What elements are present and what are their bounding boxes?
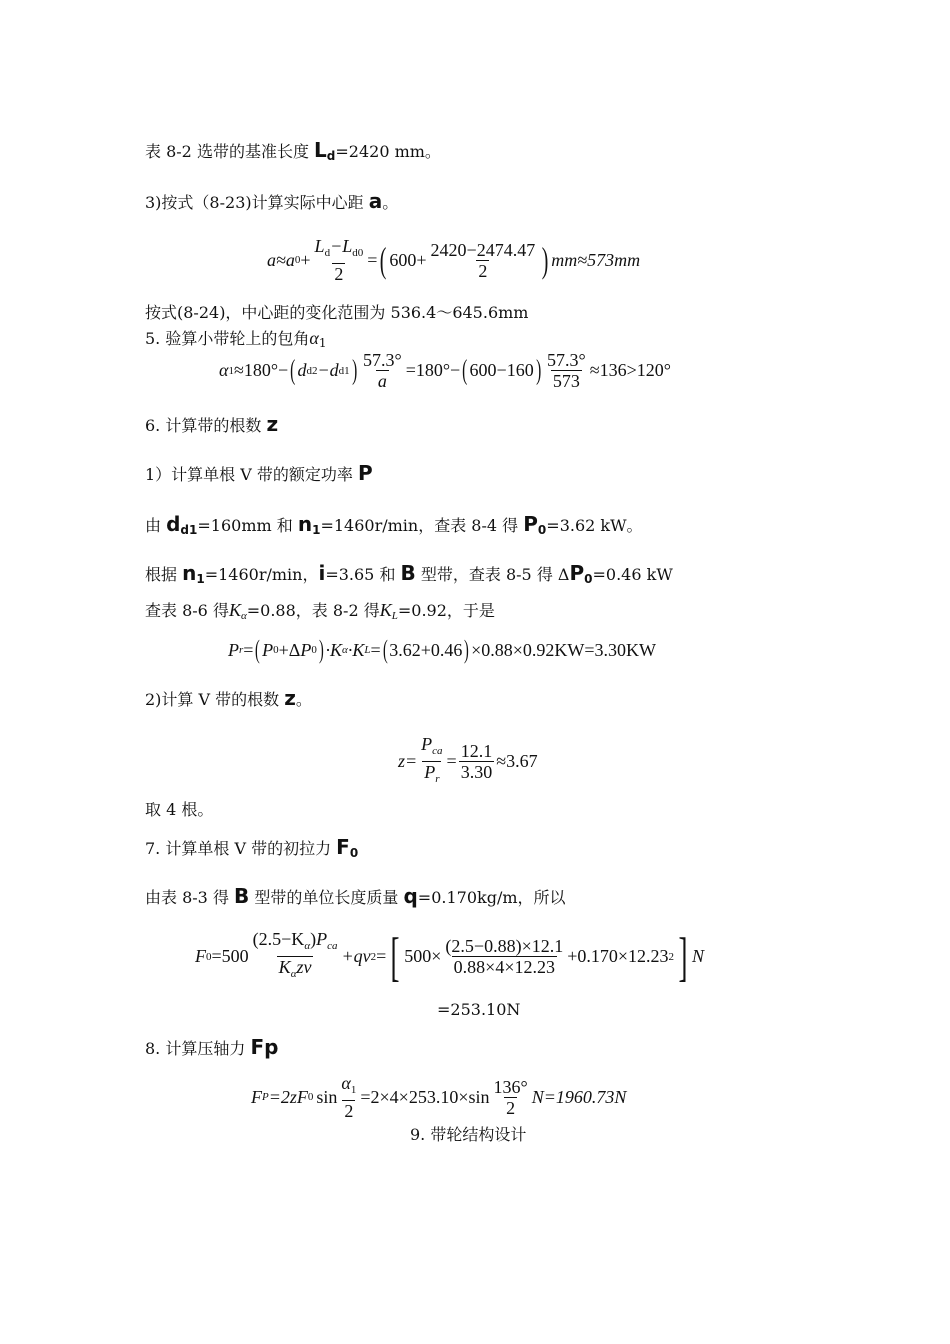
text: 由表 8-3 得 xyxy=(145,888,235,907)
eq-num: 12.1 xyxy=(460,741,493,761)
eq-sub: r xyxy=(435,773,440,785)
fraction xyxy=(419,734,444,789)
eq-op: = xyxy=(370,639,381,660)
symbol: a xyxy=(368,189,383,213)
text: 表 8-2 选带的基准长度 xyxy=(145,142,315,161)
text: =1460r/min，查表 8-4 得 xyxy=(320,516,524,535)
eq-sub: 0 xyxy=(206,950,212,963)
eq-sub: d xyxy=(324,247,331,259)
text: 按式(8-24)，中心距的变化范围为 536.4～645.6mm xyxy=(145,303,529,322)
eq-op: = xyxy=(243,639,254,660)
eq-num: 57.3° xyxy=(547,350,586,370)
eq-num: 136° xyxy=(493,1076,528,1097)
subscript: 0 xyxy=(349,846,359,860)
eq-term: P xyxy=(316,929,328,949)
eq-term: P xyxy=(300,639,312,660)
text: 由 xyxy=(145,516,167,535)
eq-term: +0.170×12.23 xyxy=(567,946,669,966)
eq-term: ·K xyxy=(347,639,365,660)
eq-den: a xyxy=(377,371,387,391)
text: 根据 xyxy=(145,565,183,584)
text: =2420 mm。 xyxy=(335,142,441,161)
eq-op: +Δ xyxy=(278,639,301,660)
eq-term: P xyxy=(228,639,239,660)
subscript: d1 xyxy=(180,523,198,537)
symbol: P xyxy=(358,461,373,485)
symbol: z xyxy=(284,686,296,710)
symbol: n xyxy=(182,561,197,585)
eq-term: L xyxy=(314,236,325,256)
eq-sub: 0 xyxy=(273,644,279,656)
eq-term: 600+ xyxy=(389,249,427,270)
equation-wrap-angle: α 1 ≈180°− ( d d2 −d d1 ) $\frac{57.3^\circ}{a}$ =180°− ( 600−160 ) $\frac{57.3^\circ}{573}$ ≈136>120° xyxy=(219,350,671,391)
symbol: K xyxy=(228,600,241,620)
text: 2)计算 V 带的根数 xyxy=(145,690,285,709)
symbol: n xyxy=(297,512,313,536)
text: =160mm 和 xyxy=(197,516,298,535)
text: =3.65 和 xyxy=(325,565,401,584)
symbol: Fp xyxy=(250,1035,279,1059)
eq-term: N=1960.73N xyxy=(531,1086,627,1107)
eq-sup: 2 xyxy=(370,950,377,963)
eq-term: 2.5−0.88 xyxy=(451,936,516,956)
equation-pr: P r = ( P 0 +Δ P 0 ) ·K α ·K L = ( 3.62+0.46 ) ×0.88×0.92KW=3.30KW xyxy=(228,635,657,664)
text-line-v-belt-count xyxy=(145,688,312,710)
symbol: d xyxy=(166,512,181,536)
eq-sub: P xyxy=(262,1091,269,1103)
eq-term: ≈136>120° xyxy=(589,360,671,380)
symbol: B xyxy=(234,884,250,908)
symbol: F xyxy=(336,835,350,859)
eq-den: 573 xyxy=(552,371,580,391)
text-line-p0 xyxy=(145,514,643,540)
eq-term: 500× xyxy=(404,946,442,966)
eq-term: N xyxy=(692,946,705,966)
eq-sup: 2 xyxy=(668,950,675,963)
text: 型带，查表 8-5 得 Δ xyxy=(415,565,570,584)
eq-term: sin xyxy=(316,1086,338,1107)
eq-term: =180°− xyxy=(405,360,461,380)
eq-sub: 1 xyxy=(228,364,234,377)
text: =1460r/min， xyxy=(204,565,319,584)
eq-den: 2 xyxy=(334,264,344,284)
text-line-k-factors xyxy=(145,600,495,626)
heading-belt-count xyxy=(145,414,278,436)
text: 5. 验算小带轮上的包角 xyxy=(145,329,310,348)
text-line-delta-p0 xyxy=(145,563,673,589)
eq-term: 3.62+0.46 xyxy=(389,639,463,660)
eq-sub: ca xyxy=(432,745,443,757)
eq-term: 2.5−K xyxy=(258,929,305,949)
fraction xyxy=(545,350,588,391)
eq-sub: α xyxy=(304,940,311,952)
eq-term: F xyxy=(195,946,206,966)
eq-op: = xyxy=(367,249,378,270)
subscript: L xyxy=(391,610,398,622)
text: =0.46 kW xyxy=(592,565,673,584)
subscript: 0 xyxy=(537,523,547,537)
text-line-center-distance xyxy=(145,191,398,213)
eq-den: 2 xyxy=(506,1097,516,1118)
subscript: 0 xyxy=(584,572,593,586)
text: 7. 计算单根 V 带的初拉力 xyxy=(145,839,337,858)
eq-sub: α xyxy=(342,644,348,656)
eq-sub: 0 xyxy=(307,1091,314,1103)
text: 取 4 根。 xyxy=(145,800,214,819)
eq-op: + xyxy=(300,249,311,270)
symbol: z xyxy=(266,412,279,436)
text: =253.10N xyxy=(437,1000,521,1019)
eq-sub: 0 xyxy=(294,254,301,266)
eq-term: mm≈573mm xyxy=(551,249,641,270)
text: =0.88，表 8-2 得 xyxy=(246,601,380,620)
eq-term: ×0.88×0.92KW=3.30KW xyxy=(471,639,657,660)
subscript: α xyxy=(240,610,247,622)
eq-sub: ca xyxy=(327,940,338,952)
text: =0.92，于是 xyxy=(397,601,495,620)
eq-term: d xyxy=(297,360,307,380)
fraction xyxy=(339,1073,358,1121)
eq-term: α xyxy=(341,1073,351,1093)
text: 。 xyxy=(382,193,399,212)
text: 1）计算单根 V 带的额定功率 xyxy=(145,465,358,484)
text: =3.62 kW。 xyxy=(546,516,643,535)
eq-term: K xyxy=(278,957,291,977)
equation-f0: F 0 =500 $\frac{(2.5-K_\alpha)P_{ca}}{K_\alpha zv}$ +qv 2 = [ 500× $\frac{(2.5-0.88)\times 12.1}{0.88\times 4\times 12.23}$ +0.170×12.23 2 ] N xyxy=(195,926,705,987)
eq-term: zv xyxy=(296,957,312,977)
eq-sub: α xyxy=(290,968,297,980)
text: 6. 计算带的根数 xyxy=(145,416,267,435)
eq-term: −d xyxy=(317,360,339,380)
text-line-f0-result xyxy=(437,1000,520,1020)
text: 8. 计算压轴力 xyxy=(145,1039,251,1058)
eq-sub: 1 xyxy=(350,1084,357,1096)
eq-sub: d1 xyxy=(338,364,350,377)
eq-sub: r xyxy=(239,644,244,656)
text-line-mass xyxy=(145,886,566,908)
eq-sub: d2 xyxy=(306,364,318,377)
symbol: K xyxy=(379,600,392,620)
fraction xyxy=(491,1077,529,1118)
eq-term: 600−160 xyxy=(469,360,534,380)
eq-den: 2 xyxy=(344,1101,354,1121)
eq-op: = xyxy=(376,946,387,966)
equation-z xyxy=(398,734,538,789)
subscript: 1 xyxy=(196,572,205,586)
symbol: α xyxy=(309,328,319,348)
text: 。 xyxy=(295,690,312,709)
subscript: d xyxy=(326,149,336,163)
eq-term: P xyxy=(262,639,274,660)
equation-center-distance: a≈a 0 + $\frac{L_d-L_{d0}}{2}$ = ( 600+ $\frac{2420-2474.47}{2}$ ) mm≈573mm xyxy=(267,236,641,284)
eq-term: ·K xyxy=(325,639,343,660)
eq-den: 3.30 xyxy=(460,762,493,782)
fraction xyxy=(459,741,495,782)
text: 3)按式（8-23)计算实际中心距 xyxy=(145,193,369,212)
eq-term: −L xyxy=(330,236,353,256)
eq-term: F xyxy=(251,1086,262,1107)
eq-sub: L xyxy=(364,644,371,656)
symbol: L xyxy=(314,138,327,162)
eq-term: α xyxy=(219,360,229,380)
fraction xyxy=(429,240,538,281)
eq-term: ≈180°− xyxy=(233,360,289,380)
text: 查表 8-6 得 xyxy=(145,601,229,620)
symbol: B xyxy=(400,561,416,585)
equation-fp xyxy=(251,1073,626,1121)
eq-den: 2 xyxy=(478,260,488,281)
heading-shaft-force xyxy=(145,1037,278,1059)
subscript: 1 xyxy=(318,336,327,350)
eq-term: =500 xyxy=(211,946,249,966)
heading-initial-tension xyxy=(145,837,358,863)
eq-term: a≈a xyxy=(267,249,295,270)
text: 9. 带轮结构设计 xyxy=(410,1125,527,1144)
eq-term: P xyxy=(424,762,436,782)
eq-term: z= xyxy=(398,751,418,771)
eq-term: +qv xyxy=(341,946,371,966)
eq-term: =2×4×253.10×sin xyxy=(360,1086,490,1107)
eq-sub: 0 xyxy=(311,644,317,656)
symbol: i xyxy=(318,561,326,585)
eq-op: = xyxy=(446,751,457,771)
fraction xyxy=(313,236,366,284)
eq-term: ×12.1 xyxy=(521,936,564,956)
symbol: q xyxy=(403,884,418,908)
fraction: $\frac{(2.5-0.88)\times 12.1}{0.88\times 4\times 12.23}$ xyxy=(445,936,564,977)
text: =0.170kg/m，所以 xyxy=(417,888,566,907)
fraction xyxy=(361,350,404,391)
fraction: $\frac{(2.5-K_\alpha)P_{ca}}{K_\alpha zv}$ xyxy=(251,929,340,984)
text-line-take-4 xyxy=(145,800,213,820)
eq-term: ≈3.67 xyxy=(496,751,538,771)
text-line-rated-power xyxy=(145,463,373,485)
eq-sub: d0 xyxy=(352,247,364,259)
eq-term: =2zF xyxy=(268,1086,308,1107)
eq-num: 57.3° xyxy=(363,350,402,370)
eq-term: P xyxy=(421,734,433,754)
symbol: P xyxy=(569,561,585,585)
text-line-range xyxy=(145,303,528,323)
text-line-ld xyxy=(145,140,441,166)
subscript: 1 xyxy=(312,523,321,537)
eq-den: 0.88×4×12.23 xyxy=(453,957,555,977)
eq-num: 2420−2474.47 xyxy=(430,239,536,260)
heading-pulley-design xyxy=(410,1125,526,1145)
text: 型带的单位长度质量 xyxy=(249,888,404,907)
symbol: P xyxy=(523,512,538,536)
